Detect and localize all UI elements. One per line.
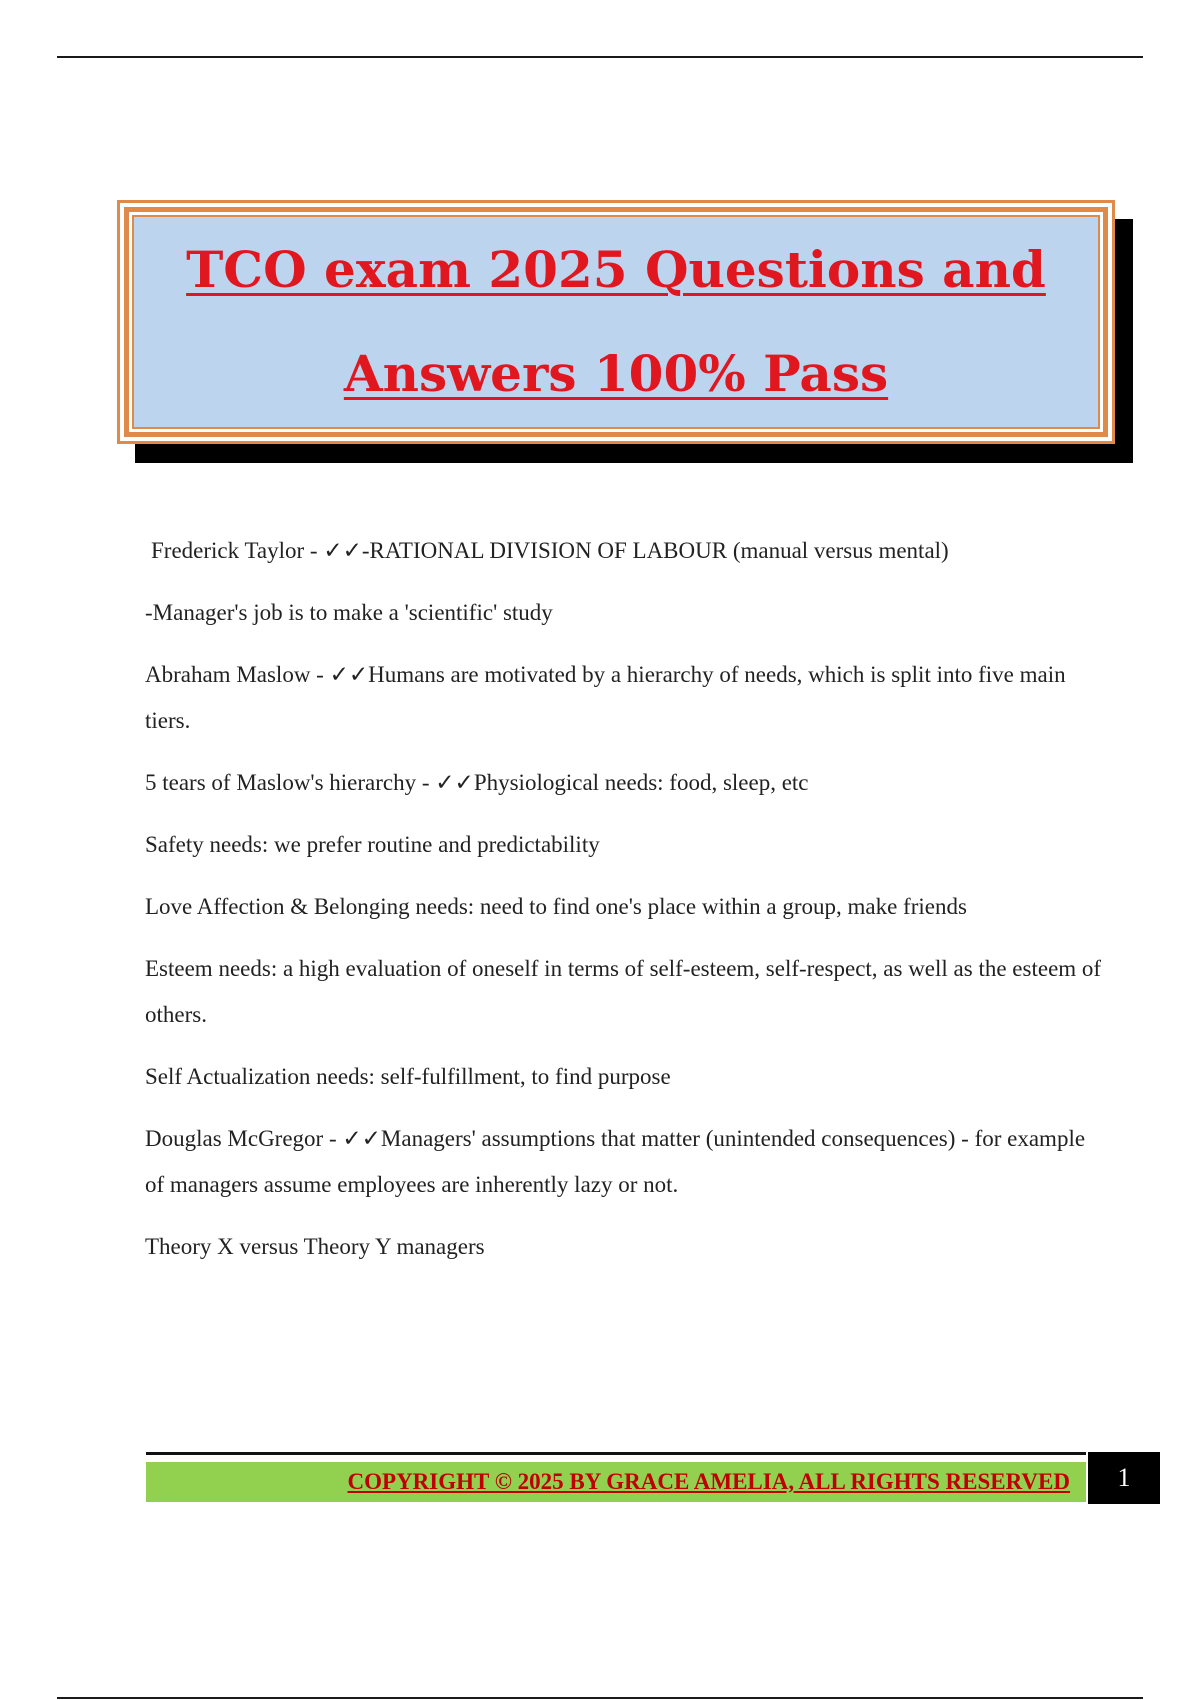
title-line-1: TCO exam 2025 Questions and xyxy=(186,240,1046,299)
title-box xyxy=(117,200,1115,444)
paragraph-esteem-needs: Esteem needs: a high evaluation of oneself in terms of self-esteem, self-respect, as well as the esteem of others. xyxy=(145,956,1102,1027)
paragraph-theory-x-y: Theory X versus Theory Y managers xyxy=(145,1234,485,1259)
footer-bar xyxy=(146,1462,1086,1502)
paragraph-belonging-needs: Love Affection & Belonging needs: need to find one's place within a group, make friends xyxy=(145,894,967,919)
paragraph-abraham-maslow: Abraham Maslow - ✓✓Humans are motivated by a hierarchy of needs, which is split into five main tiers. xyxy=(145,662,1066,733)
paragraph-douglas-mcgregor: Douglas McGregor - ✓✓Managers' assumptions that matter (unintended consequences) - for example of managers assume employees are inherently lazy or not. xyxy=(145,1126,1086,1197)
page-number: 1 xyxy=(1088,1452,1160,1504)
paragraph-manager-job: -Manager's job is to make a 'scientific' study xyxy=(145,600,553,625)
page-bottom-rule xyxy=(57,1697,1143,1699)
header-rule xyxy=(57,56,1143,58)
paragraph-self-actualization: Self Actualization needs: self-fulfillment, to find purpose xyxy=(145,1064,671,1089)
footer-rule xyxy=(146,1452,1086,1455)
paragraph-safety-needs: Safety needs: we prefer routine and predictability xyxy=(145,832,600,857)
copyright-notice: COPYRIGHT © 2025 BY GRACE AMELIA, ALL RIGHTS RESERVED xyxy=(347,1469,1070,1494)
paragraph-frederick-taylor: Frederick Taylor - ✓✓-RATIONAL DIVISION OF LABOUR (manual versus mental) xyxy=(151,538,949,563)
title-box-border xyxy=(124,207,1108,437)
title-box-panel xyxy=(132,215,1100,429)
document-body xyxy=(145,528,1105,1286)
title-line-2: Answers 100% Pass xyxy=(343,344,889,403)
paragraph-maslow-tiers: 5 tears of Maslow's hierarchy - ✓✓Physiological needs: food, sleep, etc xyxy=(145,770,809,795)
